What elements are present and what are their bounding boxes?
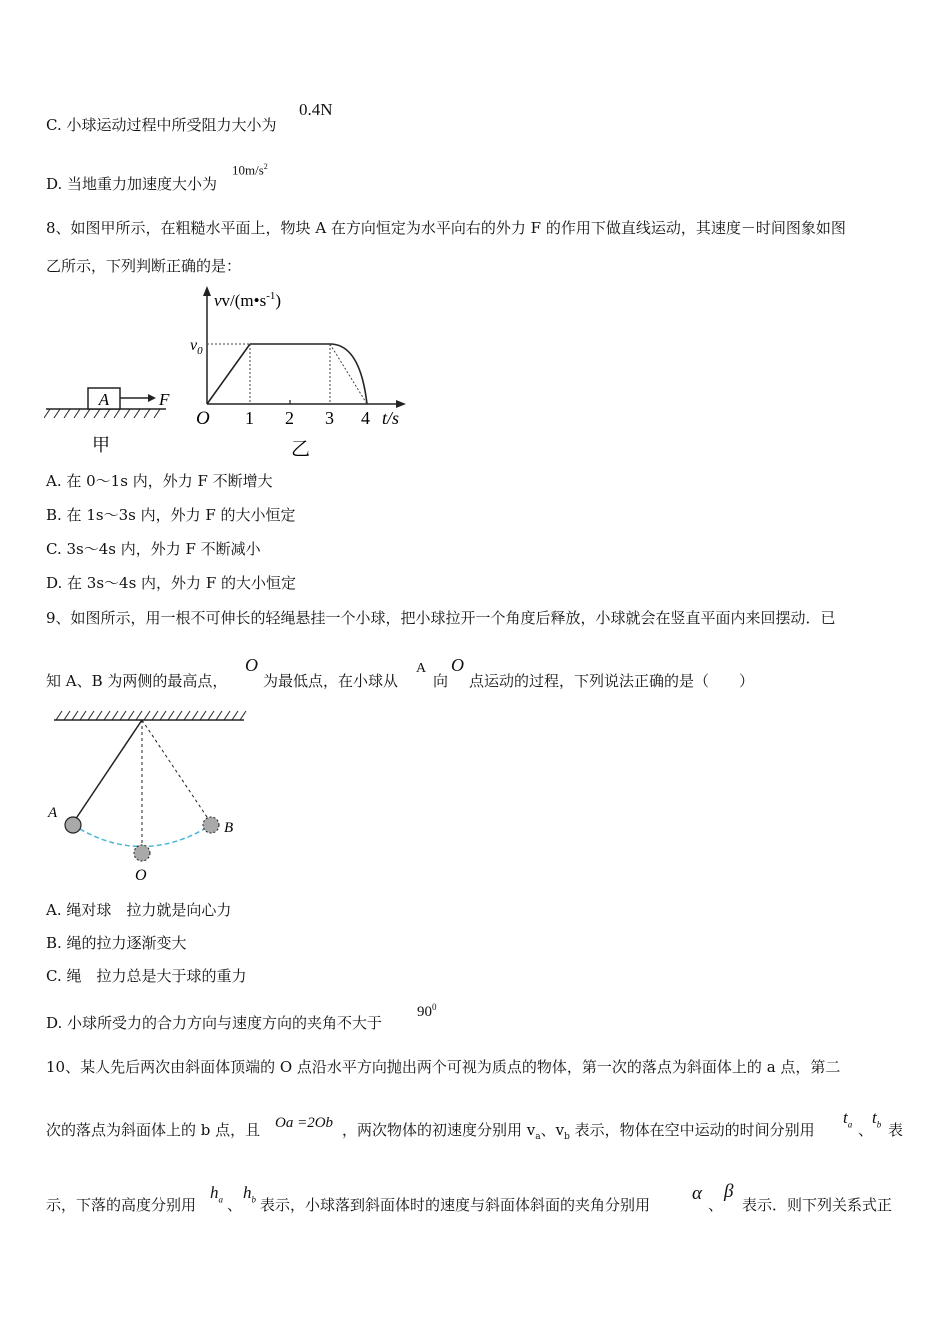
q8-tick-1: 1 (245, 408, 254, 428)
q8-option-d: D. 在 3s～4s 内，外力 F 的大小恒定 (46, 574, 296, 592)
q10-stem-line1: 10、某人先后两次由斜面体顶端的 O 点沿水平方向抛出两个可视为质点的物体，第一次的落点为斜面体上的 a 点，第二 (46, 1058, 841, 1076)
q9-ball-a (65, 817, 81, 833)
q8-option-c: C. 3s～4s 内，外力 F 不断减小 (46, 540, 261, 558)
q9-label-a: A (48, 805, 58, 821)
q7-option-d-value (232, 162, 268, 178)
q8-option-a: A. 在 0～1s 内，外力 F 不断增大 (46, 472, 273, 490)
q9-O-label-2: O (451, 655, 464, 675)
q7-option-d-unit: 10m/s (232, 162, 264, 178)
q7-option-c-text: C. 小球运动过程中所受阻力大小为 (46, 116, 277, 134)
q10-ta-sub: a (847, 1119, 853, 1130)
q9-string (73, 720, 142, 823)
q9-stem-line2-a: 知 A、B 为两侧的最高点， (46, 672, 228, 690)
q10-stem-line3-b: 表示，小球落到斜面体时的速度与斜面体斜面的夹角分别用 (260, 1196, 651, 1214)
q8-block-label: A (98, 390, 110, 409)
q10-stem-line3-c: 表示．则下列关系式正 (742, 1196, 893, 1214)
q9-ball-o (134, 845, 150, 861)
q9-option-c: C. 绳 拉力总是大于球的重力 (46, 967, 247, 985)
q8-curve-decelerate (330, 344, 367, 404)
q9-option-d-value (417, 1002, 437, 1021)
q8-figure-jia (44, 388, 170, 455)
q9-stem-line1: 9、如图所示，用一根不可伸长的轻绳悬挂一个小球，把小球拉开一个角度后释放，小球就会在竖直平面内来回摆动．已 (46, 609, 836, 627)
q8-tick-3: 3 (325, 408, 334, 428)
q8-v0-main: v (190, 337, 198, 354)
q8-stem-line1: 8、如图甲所示，在粗糙水平面上，物块 A 在方向恒定为水平向右的外力 F 的作用下做直线运动，其速度－时间图象如图 (46, 219, 846, 237)
q10-beta: β (724, 1181, 734, 1202)
q10-hb-sub: b (251, 1194, 256, 1205)
q9-option-a: A. 绳对球 拉力就是向心力 (46, 901, 232, 919)
q10-stem-line3-a: 示，下落的高度分别用 (46, 1196, 197, 1214)
q10-stem-line2-c: 表示，物体在空中运动的时间分别用 (569, 1121, 815, 1139)
q8-x-label: t/s (382, 408, 400, 428)
q8-v0-sub: 0 (197, 345, 203, 357)
q7-option-d (46, 174, 217, 194)
q10-tb-main: t (872, 1108, 877, 1127)
q10-tb (872, 1108, 881, 1129)
q10-ha (210, 1183, 223, 1204)
q8-vt-graph (190, 286, 406, 460)
q8-force-label: F (159, 390, 170, 409)
q8-y-label: $vv/(m•s^{-1})$ (214, 290, 282, 310)
q9-label-b: B (224, 820, 234, 836)
q9-stem-line2-b: 为最低点，在小球从 (263, 672, 399, 690)
q10-ta-main: t (843, 1108, 848, 1127)
q9-label-o: O (135, 867, 147, 884)
q10-stem-line2-b-text: ，两次物体的初速度分别用 v (342, 1121, 536, 1139)
q9-option-d-number: 90 (417, 1004, 432, 1020)
q8-stem-line2: 乙所示，下列判断正确的是： (46, 257, 242, 275)
q10-ha-main: h (210, 1183, 219, 1202)
q10-hb-main: h (243, 1183, 252, 1202)
q9-A-label: A (416, 661, 427, 676)
q8-v0-label (190, 337, 203, 357)
q9-option-d: D. 小球所受力的合力方向与速度方向的夹角不大于 (46, 1014, 383, 1032)
q10-stem-line2-a: 次的落点为斜面体上的 b 点，且 (46, 1121, 261, 1139)
q8-y-label-close: ) (275, 291, 282, 310)
q8-y-label-exp: -1 (266, 290, 276, 302)
q10-alpha: α (692, 1183, 702, 1204)
q8-origin-label: O (196, 408, 210, 429)
q10-vb-sub: b (564, 1132, 570, 1142)
q9-pendulum-figure (44, 706, 254, 890)
q9-option-b: B. 绳的拉力逐渐变大 (46, 934, 187, 952)
q10-ha-sub: a (218, 1194, 223, 1205)
q8-line-accelerate (207, 344, 250, 404)
q9-option-d-exp: 0 (432, 1002, 437, 1012)
q7-option-d-text: D. 当地重力加速度大小为 (46, 175, 218, 193)
q8-tick-4: 4 (361, 408, 370, 428)
q9-O-label-1: O (245, 655, 258, 675)
q10-va-sub: a (535, 1132, 541, 1142)
q9-stem-line2-d: 点运动的过程，下列说法正确的是（ ） (469, 672, 755, 690)
q8-figure (44, 284, 410, 460)
q8-caption-yi: 乙 (291, 439, 311, 460)
q8-caption-jia: 甲 (92, 435, 110, 455)
q10-tb-sub: b (876, 1119, 882, 1130)
q8-tick-2: 2 (285, 408, 294, 428)
q10-ta (843, 1108, 852, 1129)
q10-stem-line2-d: 表 (888, 1121, 904, 1139)
q10-sep-h: 、 (227, 1196, 243, 1214)
q8-option-b: B. 在 1s～3s 内，外力 F 的大小恒定 (46, 506, 296, 524)
q10-stem-line2-b (342, 1120, 815, 1147)
q10-hb (243, 1183, 256, 1204)
q7-option-d-exp: 2 (263, 162, 268, 171)
q9-string-right (142, 720, 211, 823)
q9-stem-line2-c: 向 (433, 672, 449, 690)
q9-ball-b (203, 817, 219, 833)
q7-option-c-value: 0.4N (299, 100, 333, 119)
q10-equation: Oa =2Ob (275, 1115, 334, 1131)
q7-option-c (46, 115, 276, 135)
q10-sep-angle: 、 (708, 1196, 724, 1214)
q10-sep-v: 、v (540, 1121, 565, 1139)
q10-sep-t: 、 (858, 1121, 874, 1139)
q8-y-label-main: v/(m•s (221, 291, 267, 310)
